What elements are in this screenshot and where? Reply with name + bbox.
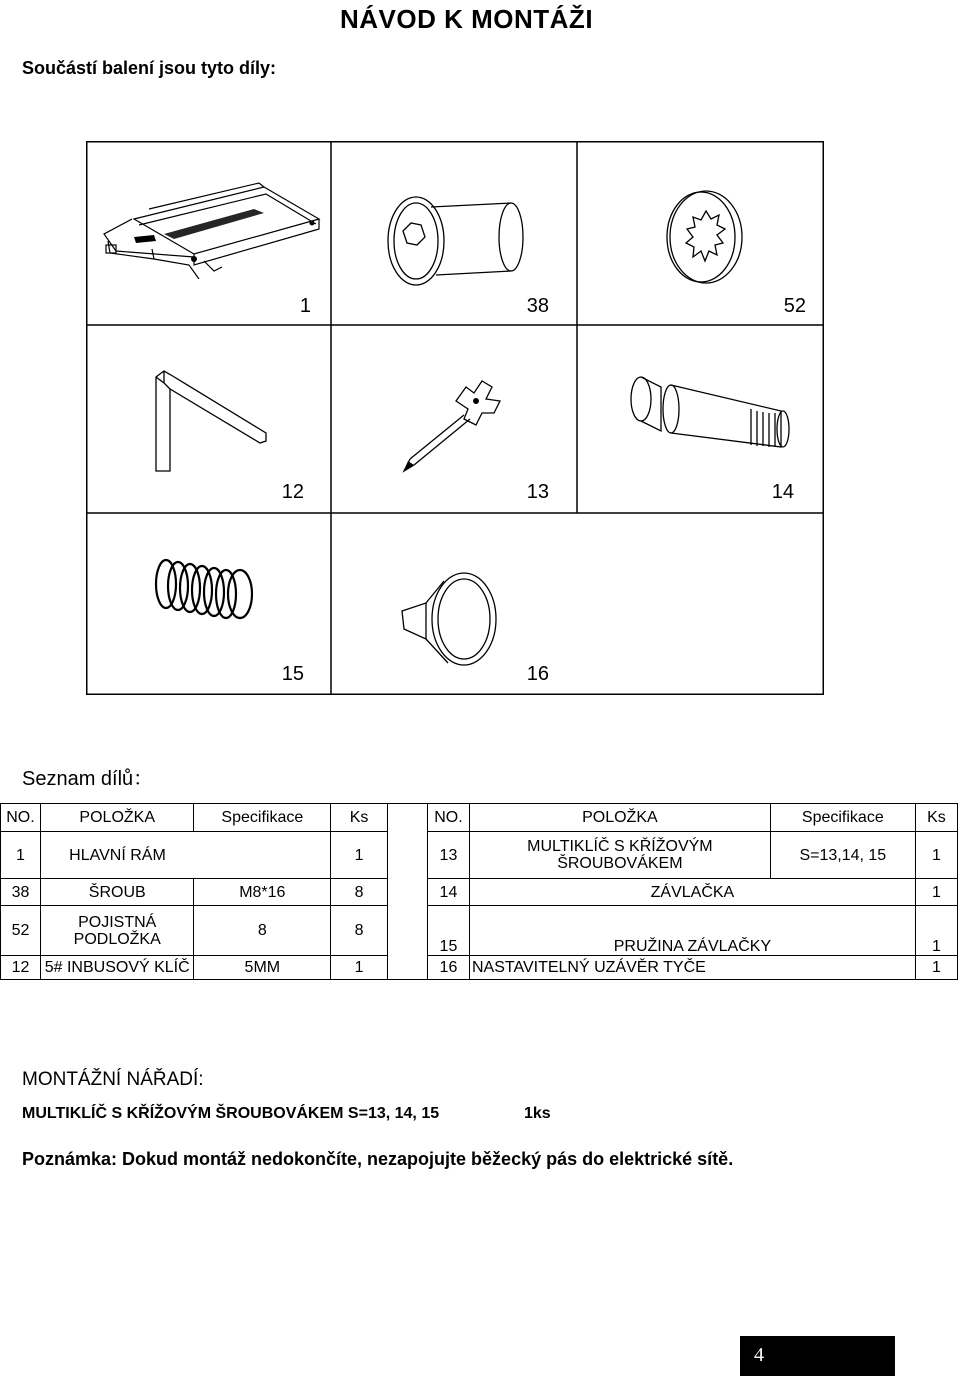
table-gap <box>387 804 427 832</box>
cell-no: 16 <box>427 956 469 980</box>
multi-wrench-icon <box>396 373 536 473</box>
header-item-left: POLOŽKA <box>40 804 194 832</box>
cell-qty: 8 <box>331 879 388 906</box>
header-no-left: NO. <box>1 804 41 832</box>
header-qty-right: Ks <box>915 804 957 832</box>
cell-qty: 1 <box>331 832 388 879</box>
cell-qty: 1 <box>915 832 957 879</box>
part-number-16: 16 <box>526 663 549 685</box>
spring-icon <box>148 556 268 621</box>
table-row <box>1 832 958 879</box>
knob-cap-icon <box>396 569 506 669</box>
header-item-right: POLOŽKA <box>469 804 770 832</box>
parts-grid <box>86 141 824 695</box>
table-gap <box>387 832 427 879</box>
part-number-14: 14 <box>771 481 794 503</box>
header-qty-left: Ks <box>331 804 388 832</box>
cell-spec: 5MM <box>194 956 331 980</box>
cell-no: 52 <box>1 906 41 956</box>
cell-qty: 1 <box>915 956 957 980</box>
parts-table <box>0 803 958 980</box>
table-row <box>1 879 958 906</box>
header-no-right: NO. <box>427 804 469 832</box>
part-number-52: 52 <box>783 295 806 317</box>
part-number-38: 38 <box>526 295 549 317</box>
tools-title: MONTÁŽNÍ NÁŘADÍ: <box>22 1069 204 1090</box>
cell-item: MULTIKLÍČ S KŘÍŽOVÝM ŠROUBOVÁKEM <box>469 832 770 879</box>
header-spec-left: Specifikace <box>194 804 331 832</box>
cell-spec: S=13,14, 15 <box>770 832 915 879</box>
cell-no: 15 <box>427 906 469 956</box>
page-number-box <box>740 1336 895 1376</box>
cell-spec: M8*16 <box>194 879 331 906</box>
allen-key-icon <box>146 363 276 478</box>
cell-item: ZÁVLAČKA <box>469 879 915 906</box>
cell-item: NASTAVITELNÝ UZÁVĚR TYČE <box>469 956 915 980</box>
pin-icon <box>621 371 811 461</box>
cell-qty: 1 <box>915 906 957 956</box>
table-gap <box>387 956 427 980</box>
cell-qty: 1 <box>915 879 957 906</box>
part-number-13: 13 <box>526 481 549 503</box>
cell-spec: 8 <box>194 906 331 956</box>
cell-no: 1 <box>1 832 41 879</box>
table-gap <box>387 906 427 956</box>
cell-spec <box>194 832 331 879</box>
cell-qty: 8 <box>331 906 388 956</box>
cell-no: 38 <box>1 879 41 906</box>
lock-washer-icon <box>661 187 746 287</box>
tools-qty: 1ks <box>524 1105 551 1122</box>
parts-intro-label: Součástí balení jsou tyto díly: <box>22 58 277 78</box>
cell-item: ŠROUB <box>40 879 194 906</box>
cell-item: POJISTNÁ PODLOŽKA <box>40 906 194 956</box>
parts-list-title: Seznam dílů： <box>22 768 154 790</box>
cell-item: 5# INBUSOVÝ KLÍČ <box>40 956 194 980</box>
page-number: 4 <box>754 1344 764 1366</box>
cell-no: 14 <box>427 879 469 906</box>
table-gap <box>387 879 427 906</box>
cell-item: PRUŽINA ZÁVLAČKY <box>469 906 915 956</box>
part-number-1: 1 <box>299 295 311 317</box>
table-row <box>1 956 958 980</box>
table-header-row <box>1 804 958 832</box>
part-number-15: 15 <box>281 663 304 685</box>
treadmill-frame-icon <box>94 179 326 279</box>
bolt-icon <box>381 191 531 291</box>
safety-note: Poznámka: Dokud montáž nedokončíte, nezapojujte běžecký pás do elektrické sítě. <box>22 1149 734 1169</box>
table-row <box>1 906 958 956</box>
cell-no: 12 <box>1 956 41 980</box>
tools-line: MULTIKLÍČ S KŘÍŽOVÝM ŠROUBOVÁKEM S=13, 14, 15 <box>22 1105 440 1122</box>
part-number-12: 12 <box>281 481 304 503</box>
page-title: NÁVOD K MONTÁŽI <box>340 4 594 34</box>
cell-item: HLAVNÍ RÁM <box>40 832 194 879</box>
cell-qty: 1 <box>331 956 388 980</box>
header-spec-right: Specifikace <box>770 804 915 832</box>
cell-no: 13 <box>427 832 469 879</box>
